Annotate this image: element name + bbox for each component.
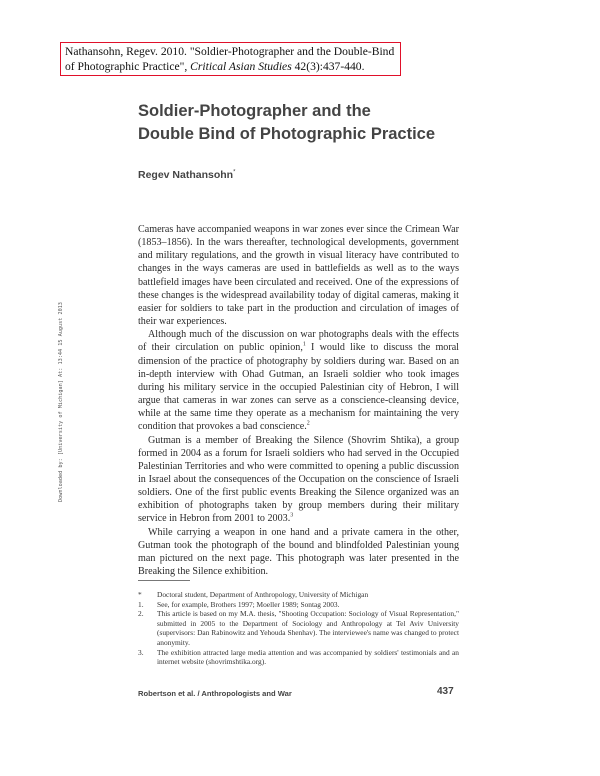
footnote-number: 1. bbox=[138, 599, 144, 609]
footnote-text: Doctoral student, Department of Anthropology, University of Michigan bbox=[157, 590, 369, 599]
paragraph-3-text: Gutman is a member of Breaking the Silence (Shovrim Shtika), a group formed in 2004 as a forum for Israeli soldiers who had served in the Occupied Palestinian Territories and who were committed to opening a public discussion in Israel about the consequences of the Occupation on the conscience of Israeli soldiers. One of the first public events Breaking the Silence organized was an exhibition of photographs taken by group members during their military service in Hebron from 2001 to 2003. bbox=[138, 434, 459, 525]
footnote-number: * bbox=[138, 590, 142, 599]
footnote-ref-1[interactable]: 1 bbox=[302, 342, 306, 349]
citation-journal: Critical Asian Studies bbox=[190, 60, 292, 73]
footnote-number: 3. bbox=[138, 647, 144, 657]
paragraph-2-text-a: Although much of the discussion on war photographs deals with the effects of their circulation on public opinion, bbox=[138, 329, 459, 354]
paragraph-2-text-b: I would like to discuss the moral dimension of the practice of photography by soldiers during war. Based on an in-depth interview with Ohad Gutman, an Israeli soldier who took images during his military service in the occupied Palestinian city of Hebron, I will argue that cameras in war zones can serve as a conscience-cleansing device, while at the same time they operate as a mechanism for maintaining the very condition that provokes a bad conscience. bbox=[138, 342, 459, 433]
download-watermark-text: Downloaded by: [University of Michigan] At: 13:44 15 August 2013 bbox=[58, 302, 64, 502]
footnote-number: 2. bbox=[138, 609, 144, 619]
paragraph-3 bbox=[138, 434, 459, 526]
author-footnote-mark: * bbox=[233, 169, 236, 176]
footnote-text: This article is based on my M.A. thesis, "Shooting Occupation: Sociology of Visual Representation," submitted in 2005 to the Department of Sociology and Anthropology at Tel Aviv University (supervisors: Dan Rabinowitz and Yehouda Shenhav). The interviewee's name was changed to protect anonymity. bbox=[157, 609, 459, 647]
article-title bbox=[138, 100, 435, 146]
footnotes bbox=[138, 590, 459, 667]
citation-box bbox=[60, 42, 401, 76]
author bbox=[138, 169, 235, 181]
footnote-text: The exhibition attracted large media attention and was accompanied by soldiers' testimonials and an internet website (shovrimshtika.org). bbox=[157, 647, 459, 667]
citation-volume-pages: 42(3):437-440. bbox=[291, 60, 365, 73]
title-line-2: Double Bind of Photographic Practice bbox=[138, 125, 436, 143]
paragraph-2 bbox=[138, 328, 459, 433]
title-line-1: Soldier-Photographer and the bbox=[138, 102, 371, 120]
footnote-ref-3[interactable]: 3 bbox=[290, 513, 294, 520]
footnote-3 bbox=[138, 648, 459, 667]
paragraph-1: Cameras have accompanied weapons in war zones ever since the Crimean War (1853–1856). In the wars thereafter, technological developments, government and military regulations, and the growth in visual literacy have contributed to changes in the ways cameras are used in battlefields as well as to the ways battlefield images have been circulated and received. One of the expressions of these changes is the widespread availability today of digital cameras, making it easier for soldiers to take part in the production and circulation of images of their war experiences. bbox=[138, 224, 459, 328]
paragraph-4: While carrying a weapon in one hand and a private camera in the other, Gutman took the photograph of the bound and blindfolded Palestinian young man pictured on the next page. This photograph was later presented in the Breaking the Silence exhibition. bbox=[138, 526, 459, 578]
article-body bbox=[138, 223, 459, 578]
footnote-ref-2[interactable]: 2 bbox=[306, 420, 310, 427]
citation-text: Nathansohn, Regev. 2010. "Soldier-Photographer and the Double-Bind of Photographic Practice", bbox=[65, 45, 395, 73]
page-number: 437 bbox=[437, 686, 454, 697]
footnote-author bbox=[138, 590, 459, 600]
footnote-2 bbox=[138, 609, 459, 647]
download-watermark bbox=[56, 282, 66, 522]
footnote-1 bbox=[138, 600, 459, 610]
author-name: Regev Nathansohn bbox=[138, 169, 234, 181]
footnote-text: See, for example, Brothers 1997; Moeller 1989; Sontag 2003. bbox=[157, 599, 340, 609]
running-footer: Robertson et al. / Anthropologists and War bbox=[138, 689, 292, 698]
footnote-divider bbox=[138, 580, 190, 581]
